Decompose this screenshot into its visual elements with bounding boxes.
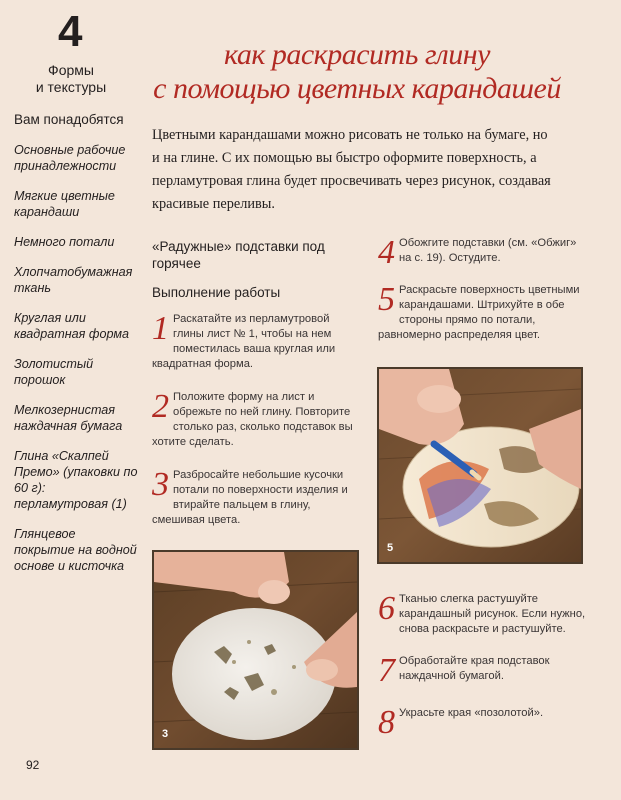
- step-text: Обожгите подставки (см. «Обжиг» на с. 19). Остудите.: [399, 237, 577, 264]
- sidebar: [0, 0, 140, 800]
- step-text: Раскрасьте поверхность цветными карандашами. Штрихуйте в обе стороны прямо по потали, равномерно распределяя цвет.: [378, 284, 580, 341]
- howto-heading: Выполнение работы: [152, 285, 281, 300]
- intro-paragraph: Цветными карандашами можно рисовать не только на бумаге, но и на глине. С их помощью вы быстро оформите поверхность, а перламутровая глина будет просвечивать через рисунок, создавая красивые переливы.: [152, 127, 551, 212]
- step-text: Разбросайте небольшие кусочки потали по поверхности изделия и втирайте пальцем в глину, смешивая цвета.: [152, 469, 348, 526]
- page-title: [152, 38, 562, 106]
- step-number: 5: [378, 281, 395, 318]
- step-2: [152, 390, 362, 450]
- photo-step-5: [377, 367, 583, 564]
- needs-item: Круглая или квадратная форма: [14, 311, 130, 341]
- needs-item: Глина «Скалпей Премо» (упаковки по 60 г): перламутровая (1): [14, 449, 138, 511]
- needs-item: Основные рабочие принадлежности: [14, 143, 126, 173]
- step-number: 4: [378, 234, 395, 271]
- page-title-line1: как раскрасить глину: [224, 38, 490, 71]
- step-8: [378, 704, 588, 741]
- step-text: Обработайте края подставок наждачной бумагой.: [399, 655, 550, 682]
- step-3: [152, 468, 362, 528]
- photo-step-3: [152, 550, 359, 750]
- needs-title: Вам понадобятся: [14, 112, 124, 127]
- chapter-title: [8, 62, 134, 96]
- needs-item: Золотистый порошок: [14, 357, 94, 387]
- needs-item: Мелкозернистая наждачная бумага: [14, 403, 123, 433]
- page-number: 92: [26, 758, 40, 772]
- needs-item: Мягкие цветные карандаши: [14, 189, 115, 219]
- chapter-title-line2: и текстуры: [35, 79, 107, 95]
- step-number: 3: [152, 466, 169, 503]
- step-number: 8: [378, 704, 395, 741]
- step-1: [152, 312, 362, 372]
- step-5: [378, 283, 588, 343]
- project-subtitle: «Радужные» подставки под горячее: [152, 239, 325, 271]
- needs-list: [14, 142, 139, 588]
- chapter-number: 4: [58, 7, 83, 56]
- step-number: 6: [378, 590, 395, 627]
- chapter-title-line1: Формы: [48, 62, 94, 78]
- step-number: 7: [378, 652, 395, 689]
- page-title-line2: с помощью цветных карандашей: [153, 72, 561, 105]
- needs-item: Хлопчатобумажная ткань: [14, 265, 133, 295]
- photo-5-label: 5: [387, 542, 394, 554]
- step-text: Положите форму на лист и обрежьте по ней глину. Повторите столько раз, сколько подставок вы хотите сделать.: [152, 391, 353, 448]
- needs-item: Глянцевое покрытие на водной основе и кисточка: [14, 527, 137, 573]
- step-6: [378, 592, 588, 637]
- step-text: Украсьте края «позолотой».: [399, 707, 544, 719]
- step-number: 2: [152, 388, 169, 425]
- step-text: Тканью слегка растушуйте карандашный рисунок. Если нужно, снова раскрасьте и растушуйте.: [399, 593, 586, 635]
- step-number: 1: [152, 310, 169, 347]
- photo-3-image: [154, 552, 357, 748]
- photo-3-label: 3: [162, 728, 169, 740]
- photo-5-image: [379, 369, 581, 562]
- step-4: [378, 234, 588, 271]
- step-text: Раскатайте из перламутровой глины лист № 1, чтобы на нем поместилась ваша круглая или квадратная форма.: [152, 313, 336, 370]
- step-7: [378, 652, 588, 689]
- needs-item: Немного потали: [14, 235, 115, 249]
